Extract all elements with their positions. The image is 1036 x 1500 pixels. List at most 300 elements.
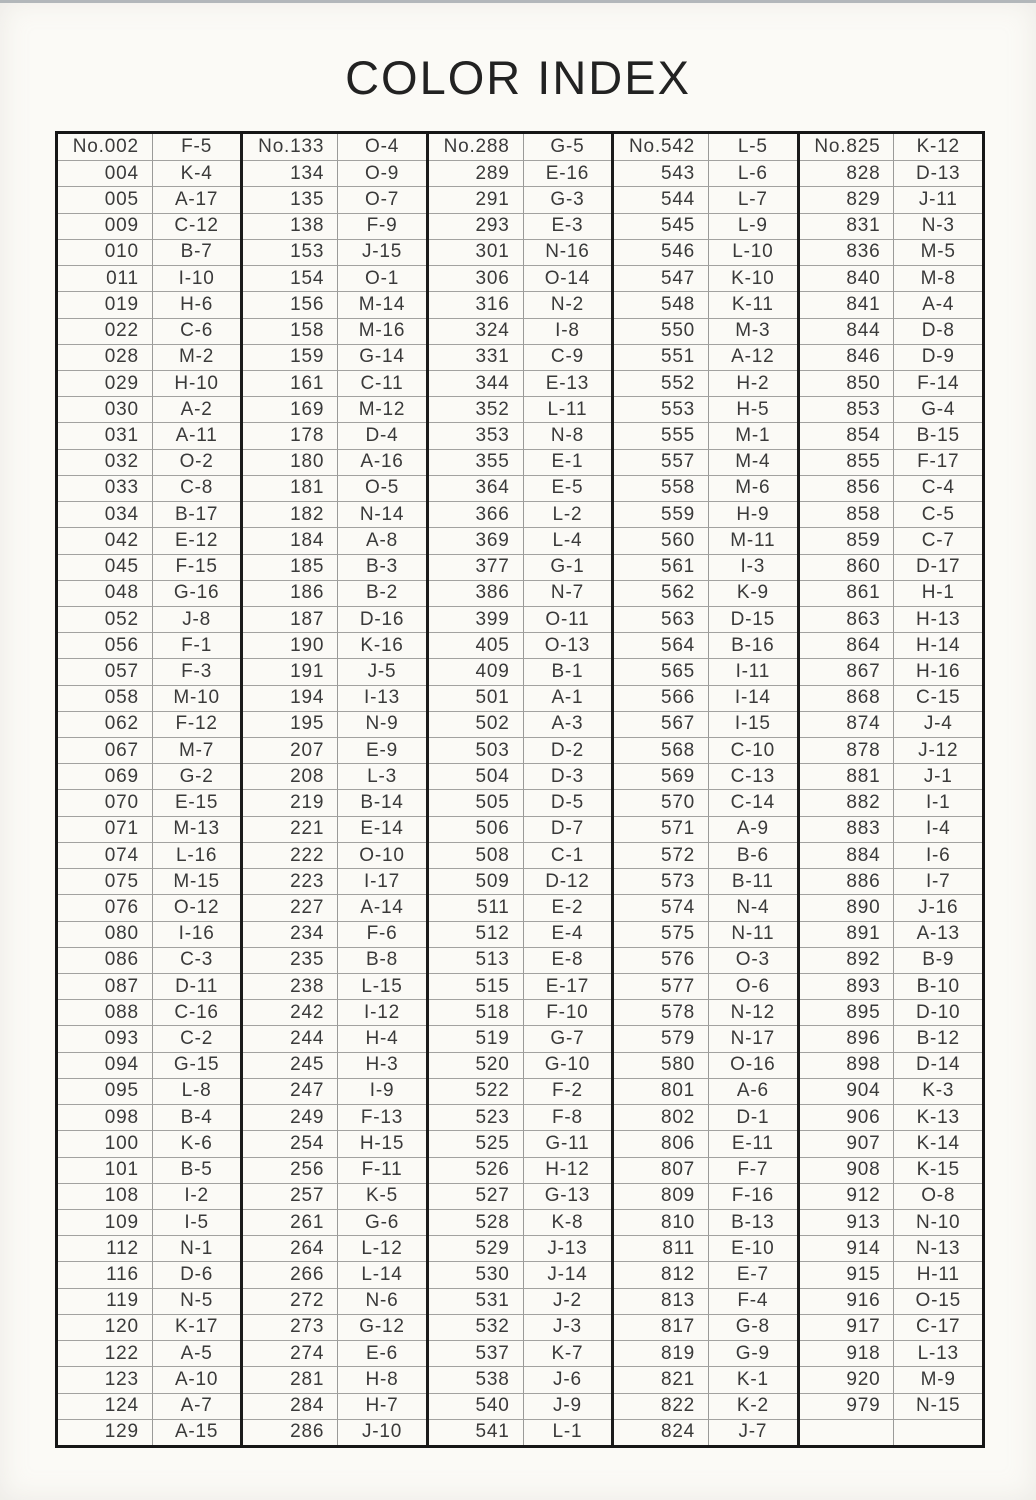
color-code-cell: H-1 <box>894 580 982 606</box>
color-number-cell: 577 <box>614 973 709 999</box>
color-number-cell: 344 <box>429 370 524 396</box>
color-code-cell: C-14 <box>709 789 797 815</box>
color-number-cell: 353 <box>429 422 524 448</box>
color-number-cell: 124 <box>58 1393 153 1419</box>
color-code-cell: E-11 <box>709 1130 797 1156</box>
color-number-cell: 883 <box>800 816 895 842</box>
color-code-cell: E-3 <box>524 213 612 239</box>
color-number-cell: 819 <box>614 1340 709 1366</box>
color-number-cell: 519 <box>429 1025 524 1051</box>
color-number-cell: 273 <box>243 1314 338 1340</box>
color-code-cell: L-1 <box>524 1419 612 1445</box>
color-code-cell: O-9 <box>338 160 426 186</box>
color-number-cell: 182 <box>243 501 338 527</box>
color-code-cell: D-6 <box>153 1261 241 1287</box>
color-code-cell: G-7 <box>524 1025 612 1051</box>
color-number-cell: 123 <box>58 1366 153 1392</box>
color-code-cell: D-13 <box>894 160 982 186</box>
table-column-group <box>58 134 240 1445</box>
color-number-cell: 095 <box>58 1078 153 1104</box>
color-code-cell: B-14 <box>338 789 426 815</box>
color-number-cell: 010 <box>58 239 153 265</box>
color-code-cell: J-9 <box>524 1393 612 1419</box>
color-number-cell: 802 <box>614 1104 709 1130</box>
color-number-cell: 898 <box>800 1052 895 1078</box>
color-code-cell: C-15 <box>894 685 982 711</box>
color-code-cell: J-11 <box>894 186 982 212</box>
color-code-cell: E-4 <box>524 921 612 947</box>
color-number-cell: 575 <box>614 921 709 947</box>
color-number-cell: 916 <box>800 1288 895 1314</box>
color-code-cell: K-4 <box>153 160 241 186</box>
color-code-cell: J-6 <box>524 1366 612 1392</box>
color-code-cell: D-3 <box>524 763 612 789</box>
color-code-cell: O-4 <box>364 136 400 158</box>
color-number-cell: 221 <box>243 816 338 842</box>
color-code-cell: M-16 <box>338 318 426 344</box>
color-number-cell: 527 <box>429 1183 524 1209</box>
color-code-cell: B-7 <box>153 239 241 265</box>
color-number-cell: 366 <box>429 501 524 527</box>
color-code-cell: D-12 <box>524 868 612 894</box>
color-number-cell: 227 <box>243 894 338 920</box>
color-number-cell: 863 <box>800 606 895 632</box>
color-code-cell: C-1 <box>524 842 612 868</box>
color-number-cell: 031 <box>58 422 153 448</box>
color-number-cell: 806 <box>614 1130 709 1156</box>
color-number-cell: 529 <box>429 1235 524 1261</box>
color-code-cell: A-5 <box>153 1340 241 1366</box>
color-code-cell: O-6 <box>709 973 797 999</box>
color-number-cell: 355 <box>429 449 524 475</box>
color-number-cell: 520 <box>429 1052 524 1078</box>
color-number-cell: 029 <box>58 370 153 396</box>
color-number-cell: 548 <box>614 291 709 317</box>
color-number-cell: 831 <box>800 213 895 239</box>
color-code-cell: L-15 <box>338 973 426 999</box>
color-code-cell: A-14 <box>338 894 426 920</box>
color-number-cell: 502 <box>429 711 524 737</box>
color-number-cell: 161 <box>243 370 338 396</box>
color-number-cell: 135 <box>243 186 338 212</box>
color-number-cell: 844 <box>800 318 895 344</box>
color-number-cell: 572 <box>614 842 709 868</box>
color-number-cell: 032 <box>58 449 153 475</box>
color-code-cell: M-9 <box>894 1366 982 1392</box>
color-number-cell: 856 <box>800 475 895 501</box>
color-code-cell: M-1 <box>709 422 797 448</box>
color-code-cell: C-8 <box>153 475 241 501</box>
color-number-cell: 564 <box>614 632 709 658</box>
color-number-cell: 071 <box>58 816 153 842</box>
color-number-cell: 566 <box>614 685 709 711</box>
color-code-cell: F-14 <box>894 370 982 396</box>
color-number-cell: 052 <box>58 606 153 632</box>
color-number-cell: 074 <box>58 842 153 868</box>
color-number-cell: 573 <box>614 868 709 894</box>
color-code-cell: H-9 <box>709 501 797 527</box>
color-code-cell: H-12 <box>524 1157 612 1183</box>
color-code-cell: H-16 <box>894 658 982 684</box>
color-code-cell: N-4 <box>709 894 797 920</box>
color-number-cell: 912 <box>800 1183 895 1209</box>
color-code-cell: B-8 <box>338 947 426 973</box>
color-code-cell: G-14 <box>338 344 426 370</box>
color-code-cell: O-8 <box>894 1183 982 1209</box>
color-number-cell: 868 <box>800 685 895 711</box>
color-code-cell: C-10 <box>709 737 797 763</box>
color-code-cell: L-14 <box>338 1261 426 1287</box>
color-number-cell: 811 <box>614 1235 709 1261</box>
color-code-cell: M-5 <box>894 239 982 265</box>
color-code-cell: M-7 <box>153 737 241 763</box>
color-number-cell: 195 <box>243 711 338 737</box>
color-code-cell: I-10 <box>153 265 241 291</box>
color-code-cell: N-16 <box>524 239 612 265</box>
color-number-cell: 579 <box>614 1025 709 1051</box>
color-number-cell: 580 <box>614 1052 709 1078</box>
color-number-cell: 057 <box>58 658 153 684</box>
color-number-cell: 562 <box>614 580 709 606</box>
color-number-cell: 908 <box>800 1157 895 1183</box>
color-code-cell: E-2 <box>524 894 612 920</box>
color-number-cell: 045 <box>58 554 153 580</box>
color-code-cell: E-14 <box>338 816 426 842</box>
color-number-cell: 551 <box>614 344 709 370</box>
color-code-cell: K-1 <box>709 1366 797 1392</box>
color-code-cell: K-3 <box>894 1078 982 1104</box>
color-number-cell: 813 <box>614 1288 709 1314</box>
color-code-cell: M-4 <box>709 449 797 475</box>
color-number-cell: No.542 <box>614 134 709 160</box>
color-number-cell: 264 <box>243 1235 338 1261</box>
color-number-cell: 821 <box>614 1366 709 1392</box>
table-column-group <box>611 134 796 1445</box>
color-number-cell: 086 <box>58 947 153 973</box>
color-number-cell: 506 <box>429 816 524 842</box>
color-code-cell: F-9 <box>338 213 426 239</box>
color-number-cell: 864 <box>800 632 895 658</box>
color-code-cell: C-17 <box>894 1314 982 1340</box>
color-code-cell: O-7 <box>338 186 426 212</box>
color-code-cell: G-5 <box>550 136 585 158</box>
color-code-cell: E-7 <box>709 1261 797 1287</box>
color-number-cell: 369 <box>429 527 524 553</box>
color-number-cell: 824 <box>614 1419 709 1445</box>
color-code-cell: I-15 <box>709 711 797 737</box>
color-number-cell: 552 <box>614 370 709 396</box>
color-code-cell: C-3 <box>153 947 241 973</box>
color-code-cell: H-10 <box>153 370 241 396</box>
color-code-cell: B-2 <box>338 580 426 606</box>
color-code-cell: O-14 <box>524 265 612 291</box>
color-code-cell: M-2 <box>153 344 241 370</box>
color-code-cell: K-17 <box>153 1314 241 1340</box>
color-code-cell: B-9 <box>894 947 982 973</box>
color-number-cell: 881 <box>800 763 895 789</box>
color-code-cell: H-4 <box>338 1025 426 1051</box>
color-code-cell: A-9 <box>709 816 797 842</box>
color-number-cell: 184 <box>243 527 338 553</box>
color-code-cell: G-3 <box>524 186 612 212</box>
color-code-cell: H-7 <box>338 1393 426 1419</box>
color-code-cell: E-9 <box>338 737 426 763</box>
color-code-cell: J-3 <box>524 1314 612 1340</box>
color-code-cell: G-15 <box>153 1052 241 1078</box>
color-code-cell: B-11 <box>709 868 797 894</box>
color-number-cell: 904 <box>800 1078 895 1104</box>
color-code-cell: M-14 <box>338 291 426 317</box>
color-number-cell: 918 <box>800 1340 895 1366</box>
color-number-cell: 112 <box>58 1235 153 1261</box>
color-code-cell: I-9 <box>338 1078 426 1104</box>
color-index-table <box>55 131 985 1448</box>
color-number-cell: 178 <box>243 422 338 448</box>
color-code-cell: G-2 <box>153 763 241 789</box>
color-number-cell: 289 <box>429 160 524 186</box>
color-code-cell: B-5 <box>153 1157 241 1183</box>
color-number-cell: 101 <box>58 1157 153 1183</box>
color-number-cell: 291 <box>429 186 524 212</box>
color-code-cell: H-11 <box>894 1261 982 1287</box>
color-number-cell: 399 <box>429 606 524 632</box>
color-number-cell: 841 <box>800 291 895 317</box>
color-code-cell: K-12 <box>916 136 960 158</box>
color-code-cell: I-7 <box>894 868 982 894</box>
color-code-cell <box>894 1419 982 1445</box>
color-number-cell: 915 <box>800 1261 895 1287</box>
color-number-cell: 861 <box>800 580 895 606</box>
color-number-cell: 893 <box>800 973 895 999</box>
color-number-cell: 812 <box>614 1261 709 1287</box>
color-code-cell: B-4 <box>153 1104 241 1130</box>
color-code-cell: E-5 <box>524 475 612 501</box>
color-number-cell: 854 <box>800 422 895 448</box>
color-number-cell: 033 <box>58 475 153 501</box>
color-number-cell: 185 <box>243 554 338 580</box>
color-number-cell: 019 <box>58 291 153 317</box>
color-number-cell: 568 <box>614 737 709 763</box>
color-number-cell: 518 <box>429 999 524 1025</box>
color-code-cell: J-12 <box>894 737 982 763</box>
color-code-cell: L-6 <box>709 160 797 186</box>
color-number-cell: 181 <box>243 475 338 501</box>
color-number-cell: 505 <box>429 789 524 815</box>
color-code-cell: F-13 <box>338 1104 426 1130</box>
color-number-cell: 538 <box>429 1366 524 1392</box>
color-number-cell: 324 <box>429 318 524 344</box>
color-number-cell: 509 <box>429 868 524 894</box>
color-number-cell: 531 <box>429 1288 524 1314</box>
color-code-cell: D-4 <box>338 422 426 448</box>
color-number-cell: 187 <box>243 606 338 632</box>
color-code-cell: I-13 <box>338 685 426 711</box>
color-number-cell: 138 <box>243 213 338 239</box>
color-code-cell: M-3 <box>709 318 797 344</box>
color-number-cell: 108 <box>58 1183 153 1209</box>
color-number-cell: 540 <box>429 1393 524 1419</box>
color-number-cell: 846 <box>800 344 895 370</box>
color-code-cell: I-8 <box>524 318 612 344</box>
color-code-cell: N-3 <box>894 213 982 239</box>
color-number-cell: 386 <box>429 580 524 606</box>
color-number-cell: 048 <box>58 580 153 606</box>
page-title: COLOR INDEX <box>345 51 691 104</box>
color-code-cell: K-14 <box>894 1130 982 1156</box>
color-code-cell: K-16 <box>338 632 426 658</box>
color-code-cell: H-14 <box>894 632 982 658</box>
color-code-cell: C-13 <box>709 763 797 789</box>
color-code-cell: H-8 <box>338 1366 426 1392</box>
color-code-cell: M-12 <box>338 396 426 422</box>
color-number-cell: 158 <box>243 318 338 344</box>
color-code-cell: K-2 <box>709 1393 797 1419</box>
color-number-cell: 522 <box>429 1078 524 1104</box>
color-number-cell: 028 <box>58 344 153 370</box>
color-number-cell: 543 <box>614 160 709 186</box>
color-number-cell: 070 <box>58 789 153 815</box>
color-code-cell: B-1 <box>524 658 612 684</box>
color-code-cell: E-10 <box>709 1235 797 1261</box>
color-code-cell: H-5 <box>709 396 797 422</box>
color-number-cell: 169 <box>243 396 338 422</box>
color-number-cell: 512 <box>429 921 524 947</box>
color-code-cell: F-1 <box>153 632 241 658</box>
color-number-cell: 056 <box>58 632 153 658</box>
color-number-cell: 257 <box>243 1183 338 1209</box>
color-number-cell: 550 <box>614 318 709 344</box>
color-number-cell: 238 <box>243 973 338 999</box>
color-number-cell <box>800 1419 895 1445</box>
color-code-cell: G-16 <box>153 580 241 606</box>
color-number-cell: 266 <box>243 1261 338 1287</box>
color-code-cell: N-13 <box>894 1235 982 1261</box>
color-number-cell: 574 <box>614 894 709 920</box>
color-code-cell: J-4 <box>894 711 982 737</box>
color-code-cell: D-8 <box>894 318 982 344</box>
color-number-cell: No.288 <box>429 134 524 160</box>
color-number-cell: 272 <box>243 1288 338 1314</box>
color-code-cell: H-3 <box>338 1052 426 1078</box>
color-code-cell: F-12 <box>153 711 241 737</box>
color-number-cell: 293 <box>429 213 524 239</box>
color-number-cell: 194 <box>243 685 338 711</box>
color-number-cell: 364 <box>429 475 524 501</box>
color-code-cell: J-13 <box>524 1235 612 1261</box>
color-number-cell: 180 <box>243 449 338 475</box>
color-code-cell: M-8 <box>894 265 982 291</box>
color-number-cell: 523 <box>429 1104 524 1130</box>
color-code-cell: I-4 <box>894 816 982 842</box>
color-code-cell: D-1 <box>709 1104 797 1130</box>
color-number-cell: 528 <box>429 1209 524 1235</box>
color-code-cell: B-16 <box>709 632 797 658</box>
color-number-cell: 409 <box>429 658 524 684</box>
color-number-cell: 153 <box>243 239 338 265</box>
color-number-cell: 503 <box>429 737 524 763</box>
color-number-cell: 532 <box>429 1314 524 1340</box>
color-code-cell: K-9 <box>709 580 797 606</box>
color-number-cell: 042 <box>58 527 153 553</box>
color-number-cell: 009 <box>58 213 153 239</box>
color-code-cell: G-6 <box>338 1209 426 1235</box>
color-number-cell: 222 <box>243 842 338 868</box>
color-code-cell: J-16 <box>894 894 982 920</box>
color-code-cell: I-2 <box>153 1183 241 1209</box>
color-code-cell: I-11 <box>709 658 797 684</box>
color-number-cell: 565 <box>614 658 709 684</box>
color-code-cell: B-12 <box>894 1025 982 1051</box>
color-number-cell: 098 <box>58 1104 153 1130</box>
color-code-cell: I-16 <box>153 921 241 947</box>
table-column-group <box>240 134 425 1445</box>
color-number-cell: 553 <box>614 396 709 422</box>
color-number-cell: 829 <box>800 186 895 212</box>
color-code-cell: L-2 <box>524 501 612 527</box>
color-code-cell: A-10 <box>153 1366 241 1392</box>
color-number-cell: 159 <box>243 344 338 370</box>
color-number-cell: 541 <box>429 1419 524 1445</box>
color-code-cell: F-10 <box>524 999 612 1025</box>
color-code-cell: B-10 <box>894 973 982 999</box>
color-number-cell: 547 <box>614 265 709 291</box>
color-number-cell: 578 <box>614 999 709 1025</box>
color-code-cell: L-12 <box>338 1235 426 1261</box>
color-number-cell: 874 <box>800 711 895 737</box>
color-code-cell: A-15 <box>153 1419 241 1445</box>
color-code-cell: D-17 <box>894 554 982 580</box>
color-code-cell: A-1 <box>524 685 612 711</box>
color-number-cell: 242 <box>243 999 338 1025</box>
color-code-cell: B-3 <box>338 554 426 580</box>
color-number-cell: 377 <box>429 554 524 580</box>
color-number-cell: 094 <box>58 1052 153 1078</box>
color-number-cell: 890 <box>800 894 895 920</box>
color-number-cell: 853 <box>800 396 895 422</box>
color-code-cell: D-11 <box>153 973 241 999</box>
color-number-cell: 100 <box>58 1130 153 1156</box>
color-code-cell: B-6 <box>709 842 797 868</box>
color-code-cell: D-10 <box>894 999 982 1025</box>
color-code-cell: H-6 <box>153 291 241 317</box>
color-number-cell: 030 <box>58 396 153 422</box>
color-number-cell: 093 <box>58 1025 153 1051</box>
color-code-cell: H-15 <box>338 1130 426 1156</box>
color-number-cell: 316 <box>429 291 524 317</box>
color-code-cell: G-12 <box>338 1314 426 1340</box>
color-number-cell: 913 <box>800 1209 895 1235</box>
color-code-cell: L-4 <box>524 527 612 553</box>
color-code-cell: D-16 <box>338 606 426 632</box>
color-number-cell: 235 <box>243 947 338 973</box>
color-number-cell: 560 <box>614 527 709 553</box>
color-code-cell: D-2 <box>524 737 612 763</box>
color-number-cell: 284 <box>243 1393 338 1419</box>
color-code-cell: A-4 <box>894 291 982 317</box>
color-code-cell: O-15 <box>894 1288 982 1314</box>
color-number-cell: 352 <box>429 396 524 422</box>
color-code-cell: D-5 <box>524 789 612 815</box>
color-code-cell: L-3 <box>338 763 426 789</box>
color-number-cell: 069 <box>58 763 153 789</box>
color-number-cell: 186 <box>243 580 338 606</box>
color-code-cell: A-17 <box>153 186 241 212</box>
color-code-cell: I-6 <box>894 842 982 868</box>
color-code-cell: F-11 <box>338 1157 426 1183</box>
color-number-cell: 331 <box>429 344 524 370</box>
color-code-cell: N-8 <box>524 422 612 448</box>
color-number-cell: 817 <box>614 1314 709 1340</box>
